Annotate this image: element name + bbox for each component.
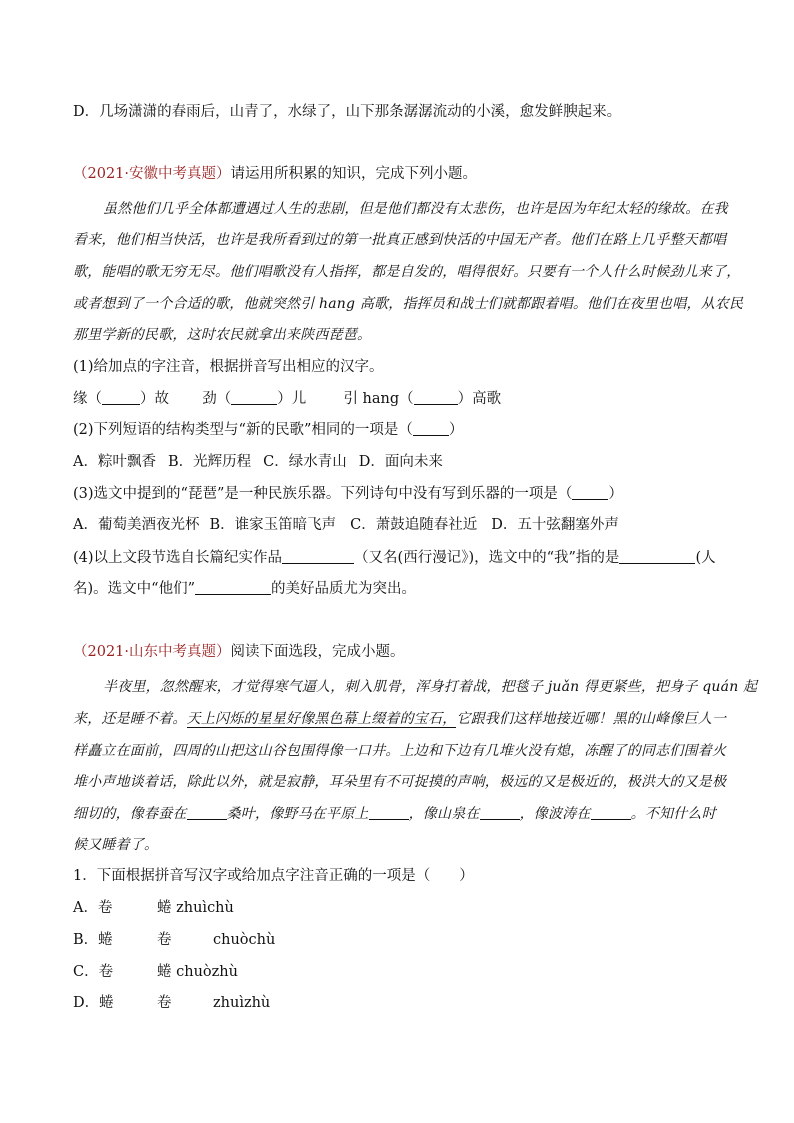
q2-passage-text: 来，还是睡不着。 [73, 711, 187, 727]
option-word-2: 卷 [157, 932, 172, 948]
q2-passage-line-4: 堆小声地谈着话，除此以外，就是寂静，耳朵里有不可捉摸的声响，极远的又是极近的，极洪大的又是极 [73, 774, 727, 790]
q1-sub2-options [73, 452, 443, 472]
q2-passage-text: 它跟我们这样地接近哪！黑的山峰像巨人一 [456, 711, 727, 727]
q1-sub4-line-1 [73, 548, 716, 568]
option-word-1: 卷 [97, 900, 113, 916]
option-letter: B． [73, 932, 99, 948]
q1-passage-line-1: 虽然他们几乎全体都遭遇过人生的悲剧，但是他们都没有太悲伤，也许是因为年纪太轻的缘故。在我 [103, 201, 728, 217]
option-word-2: 蜷 zhuìchù [157, 900, 234, 916]
answer-blank[interactable] [413, 421, 449, 436]
q1-header [73, 164, 477, 184]
q2-passage-line-1: 半夜里，忽然醒来，才觉得寒气逼人，刺入肌骨，浑身打着战，把毯子 juǎn 得更紧些，把身子 quán 起 [103, 679, 758, 695]
option-d[interactable]: D．面向未来 [358, 454, 443, 470]
q1-sub4-text-5: 的美好品质尤为突出。 [270, 581, 416, 597]
option-word-1: 蜷 [99, 995, 114, 1011]
answer-blank[interactable] [480, 805, 520, 820]
answer-blank[interactable] [572, 485, 608, 500]
q1-sub4-text-4: 名)。选文中“他们” [73, 581, 195, 597]
option-d[interactable]: D．五十弦翻塞外声 [491, 517, 619, 533]
q2-option-c[interactable] [73, 962, 238, 982]
q2-passage-line-2 [73, 709, 726, 729]
option-c[interactable]: C．萧鼓追随春社近 [350, 517, 478, 533]
q1-sub3-stem [73, 484, 623, 504]
q1-sub1-c-prefix: 引 hang（ [343, 391, 414, 407]
option-word-1: 卷 [98, 964, 114, 980]
q1-sub3-stem-text: (3)选文中提到的“琵琶”是一种民族乐器。下列诗句中没有写到乐器的一项是（ [73, 486, 573, 502]
q1-sub2-stem-text: (2)下列短语的结构类型与“新的民歌”相同的一项是（ [73, 422, 413, 438]
q2-header [73, 642, 405, 662]
q1-sub1-a-suffix: ）故 [140, 391, 169, 407]
q2-option-a[interactable] [73, 898, 234, 918]
q2-option-b[interactable] [73, 930, 276, 950]
option-letter: A． [73, 900, 98, 916]
q1-passage-line-4: 或者想到了一个合适的歌，他就突然引 hang 高歌，指挥员和战士们就都跟着唱。他们在夜里也唱，从农民 [73, 296, 744, 312]
q1-sub4-line-2 [73, 579, 416, 599]
answer-blank[interactable] [102, 390, 140, 405]
item-d-option: D．几场潇潇的春雨后，山青了，水绿了，山下那条潺潺流动的小溪，愈发鲜腴起来。 [73, 104, 622, 120]
answer-blank[interactable] [187, 805, 227, 820]
q1-sub4-text-1: (4)以上文段节选自长篇纪实作品 [73, 550, 283, 566]
q1-sub1-a-prefix: 缘（ [73, 391, 102, 407]
option-word-3: chuòchù [213, 932, 276, 948]
option-word-1: 蜷 [98, 932, 113, 948]
option-letter: C． [73, 964, 99, 980]
q2-passage-line-5 [73, 804, 716, 824]
q1-sub1-stem: (1)给加点的字注音，根据拼音写出相应的汉字。 [73, 359, 384, 375]
q2-passage-line-3: 样矗立在面前，四周的山把这山谷包围得像一口井。上边和下边有几堆火没有熄，冻醒了的同志们围着火 [73, 743, 727, 759]
q2-option-d[interactable] [73, 993, 271, 1013]
answer-blank[interactable] [619, 549, 695, 564]
q1-sub2-stem [73, 420, 463, 440]
q1-sub3-options [73, 515, 619, 535]
answer-blank[interactable] [195, 580, 271, 595]
q2-passage-line-6: 候又睡着了。 [73, 837, 159, 853]
q1-source: （2021·安徽中考真题） [73, 166, 231, 182]
answer-blank[interactable] [231, 390, 277, 405]
q1-intro: 请运用所积累的知识，完成下列小题。 [230, 166, 478, 182]
answer-blank[interactable] [282, 549, 354, 564]
q1-sub1-b-prefix: 劲（ [202, 391, 232, 407]
q1-passage-line-3: 歌，能唱的歌无穷无尽。他们唱歌没有人指挥，都是自发的，唱得很好。只要有一个人什么时候劲儿来了， [73, 264, 741, 280]
q2-passage-text: 桑叶，像野马在平原上 [226, 806, 369, 822]
option-a[interactable]: A．葡萄美酒夜光杯 [73, 517, 200, 533]
q2-passage-text: 细切的，像春蚕在 [73, 806, 187, 822]
q1-sub4-text-3: (人 [695, 550, 716, 566]
q1-sub3-stem-end: ） [608, 486, 623, 502]
option-word-2: 卷 [157, 995, 172, 1011]
q2-intro: 阅读下面选段，完成小题。 [230, 644, 405, 660]
option-b[interactable]: B．谁家玉笛暗飞声 [209, 517, 337, 533]
option-word-2: 蜷 chuòzhù [157, 964, 238, 980]
q2-passage-text: ，像山泉在 [408, 806, 480, 822]
q1-sub4-text-2: （又名(西行漫记》)，选文中的“我”指的是 [354, 550, 620, 566]
q2-passage-text: ，像波涛在 [519, 806, 591, 822]
q2-source: （2021·山东中考真题） [73, 644, 231, 660]
option-letter: D． [73, 995, 100, 1011]
q1-passage-line-2: 看来，他们相当快活，也许是我所看到过的第一批真正感到快活的中国无产者。他们在路上几乎整天都唱 [73, 232, 727, 248]
option-word-3: zhuìzhù [213, 995, 271, 1011]
answer-blank[interactable] [414, 390, 458, 405]
q2-question: 1．下面根据拼音写汉字或给加点字注音正确的一项是（ ） [73, 868, 474, 884]
answer-blank[interactable] [369, 805, 409, 820]
q1-sub2-stem-end: ） [448, 422, 464, 438]
q1-sub1-c-suffix: ）高歌 [457, 391, 502, 407]
q1-sub1-b-suffix: ）儿 [277, 391, 307, 407]
q1-passage-line-5: 那里学新的民歌，这时农民就拿出来陕西琵琶。 [73, 327, 372, 343]
q2-underlined-sentence: 天上闪烁的星星好像黑色幕上缀着的宝石， [186, 711, 457, 727]
option-a[interactable]: A．粽叶飘香 [73, 454, 156, 470]
option-b[interactable]: B．光辉历程 [167, 454, 252, 470]
q1-sub1-answers [73, 389, 501, 409]
option-c[interactable]: C．绿水青山 [263, 454, 347, 470]
q2-passage-text: 。不知什么时 [630, 806, 716, 822]
answer-blank[interactable] [591, 805, 631, 820]
